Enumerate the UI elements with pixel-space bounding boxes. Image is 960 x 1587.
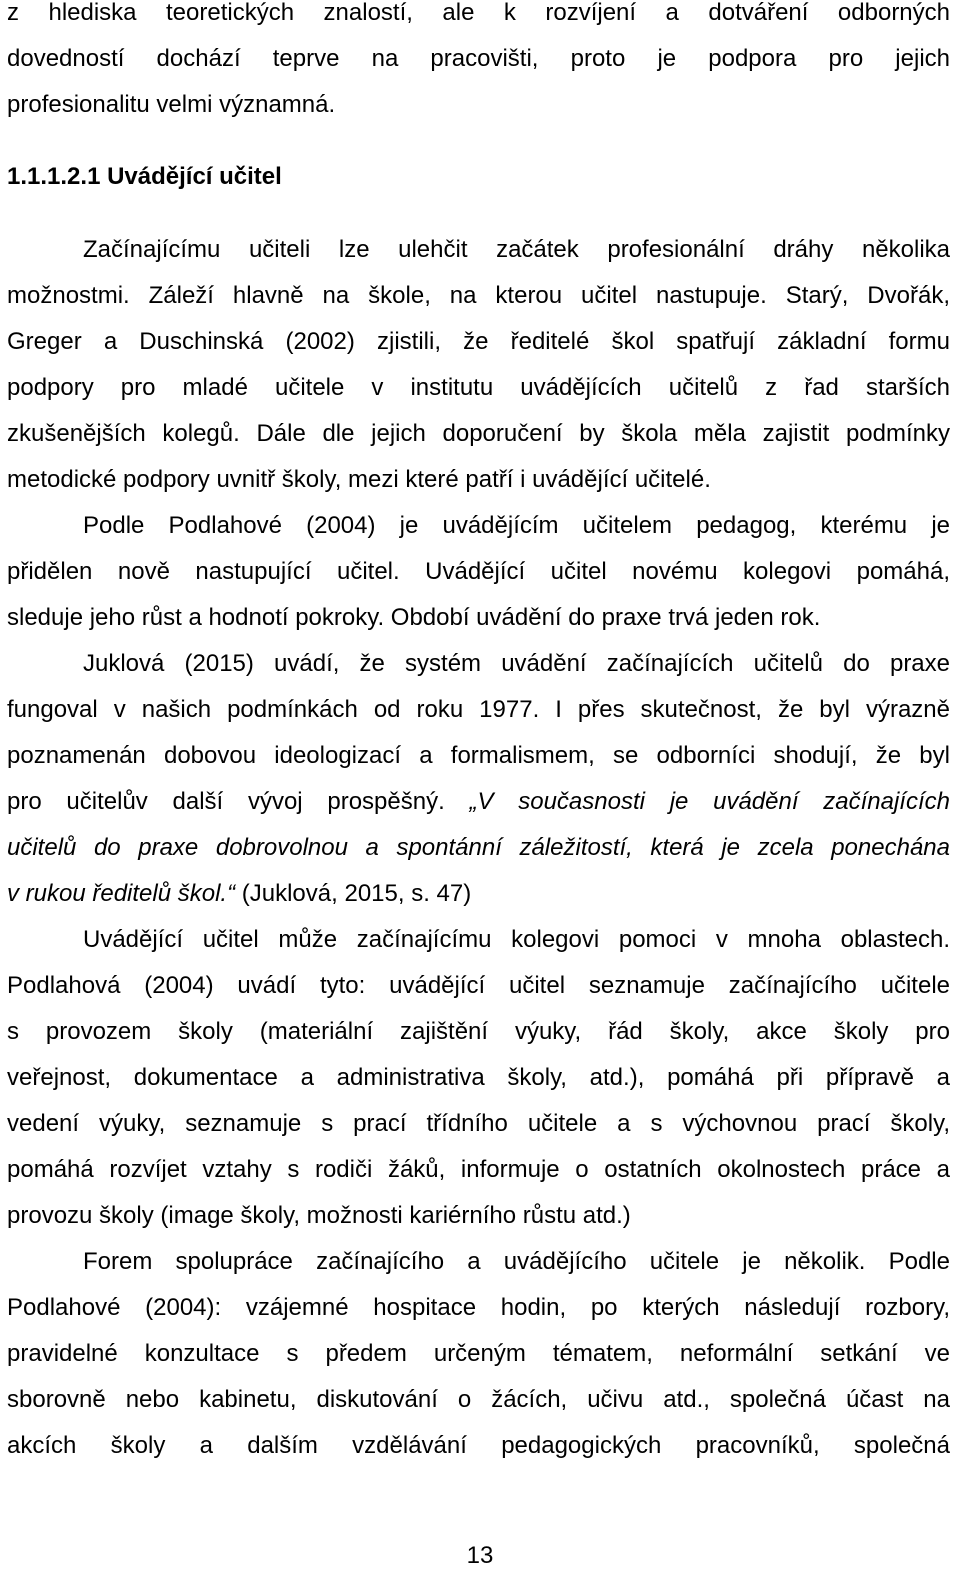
text-span: s provozem školy (materiální zajištění výuky, řád školy, akce školy pro — [7, 1018, 950, 1045]
text-line — [7, 782, 950, 822]
text-span: fungoval v našich podmínkách od roku 1977. I přes skutečnost, že byl výrazně — [7, 696, 950, 723]
text-line — [7, 1380, 950, 1420]
text-line — [7, 1242, 950, 1282]
text-span: podpory pro mladé učitele v institutu uvádějících učitelů z řad starších — [7, 374, 950, 401]
text-line — [7, 322, 950, 362]
text-span: přidělen nově nastupující učitel. Uvádějící učitel novému kolegovi pomáhá, — [7, 558, 950, 585]
text-span: možnostmi. Záleží hlavně na škole, na kterou učitel nastupuje. Starý, Dvořák, — [7, 282, 950, 309]
quote-span: učitelů do praxe dobrovolnou a spontánní záležitostí, která je zcela ponechána — [7, 834, 950, 861]
text-line — [7, 506, 950, 546]
text-span: pravidelné konzultace s předem určeným tématem, neformální setkání ve — [7, 1340, 950, 1367]
text-span: metodické podpory uvnitř školy, mezi které patří i uvádějící učitelé. — [7, 466, 711, 493]
text-line — [7, 1196, 950, 1236]
text-line — [7, 690, 950, 730]
text-span: akcích školy a dalším vzdělávání pedagogických pracovníků, společná — [7, 1432, 950, 1459]
text-line — [7, 1058, 950, 1098]
text-span: Juklová (2015) uvádí, že systém uvádění začínajících učitelů do praxe — [83, 650, 950, 677]
text-span: provozu školy (image školy, možnosti kariérního růstu atd.) — [7, 1202, 631, 1229]
heading-text: 1.1.1.2.1 Uvádějící učitel — [7, 163, 282, 190]
text-span: Forem spolupráce začínajícího a uvádějícího učitele je několik. Podle — [83, 1248, 950, 1275]
text-line — [7, 460, 950, 500]
text-line — [7, 85, 950, 125]
text-line — [7, 368, 950, 408]
text-span: veřejnost, dokumentace a administrativa školy, atd.), pomáhá při přípravě a — [7, 1064, 950, 1091]
text-line — [7, 966, 950, 1006]
text-line — [7, 1150, 950, 1190]
text-span: vedení výuky, seznamuje s prací třídního učitele a s výchovnou prací školy, — [7, 1110, 950, 1137]
page-number: 13 — [466, 1542, 494, 1569]
text-line — [7, 1104, 950, 1144]
text-line — [7, 276, 950, 316]
citation-span: (Juklová, 2015, s. 47) — [235, 880, 472, 907]
text-span: dovedností dochází teprve na pracovišti, proto je podpora pro jejich — [7, 45, 950, 72]
text-line — [7, 1288, 950, 1328]
text-span: z hlediska teoretických znalostí, ale k rozvíjení a dotváření odborných — [7, 0, 950, 26]
text-line — [7, 1334, 950, 1374]
text-line — [7, 0, 950, 33]
text-line — [7, 828, 950, 868]
text-line — [7, 644, 950, 684]
text-line — [7, 414, 950, 454]
text-line — [7, 920, 950, 960]
text-span: sleduje jeho růst a hodnotí pokroky. Období uvádění do praxe trvá jeden rok. — [7, 604, 821, 631]
text-span: sborovně nebo kabinetu, diskutování o žácích, učivu atd., společná účast na — [7, 1386, 950, 1413]
text-span: pro učitelův další vývoj prospěšný. — [7, 788, 470, 815]
text-span: Greger a Duschinská (2002) zjistili, že ředitelé škol spatřují základní formu — [7, 328, 950, 355]
text-line — [7, 1426, 950, 1466]
text-line — [7, 230, 950, 270]
text-span: pomáhá rozvíjet vztahy s rodiči žáků, informuje o ostatních okolnostech práce a — [7, 1156, 950, 1183]
text-span: Začínajícímu učiteli lze ulehčit začátek profesionální dráhy několika — [83, 236, 950, 263]
text-line — [7, 598, 950, 638]
text-line — [7, 1012, 950, 1052]
text-span: poznamenán dobovou ideologizací a formalismem, se odborníci shodují, že byl — [7, 742, 950, 769]
text-span: Uvádějící učitel může začínajícímu kolegovi pomoci v mnoha oblastech. — [83, 926, 950, 953]
text-span: zkušenějších kolegů. Dále dle jejich doporučení by škola měla zajistit podmínky — [7, 420, 950, 447]
section-heading — [7, 157, 950, 197]
text-line — [7, 874, 950, 914]
text-line — [7, 39, 950, 79]
text-span: Podle Podlahové (2004) je uvádějícím učitelem pedagog, kterému je — [83, 512, 950, 539]
text-span: Podlahová (2004) uvádí tyto: uvádějící učitel seznamuje začínajícího učitele — [7, 972, 950, 999]
text-line — [7, 736, 950, 776]
quote-span: v rukou ředitelů škol.“ — [7, 880, 236, 907]
quote-span: „V současnosti je uvádění začínajících — [469, 788, 950, 815]
text-span: Podlahové (2004): vzájemné hospitace hodin, po kterých následují rozbory, — [7, 1294, 950, 1321]
text-span: profesionalitu velmi významná. — [7, 91, 336, 118]
text-line — [7, 552, 950, 592]
